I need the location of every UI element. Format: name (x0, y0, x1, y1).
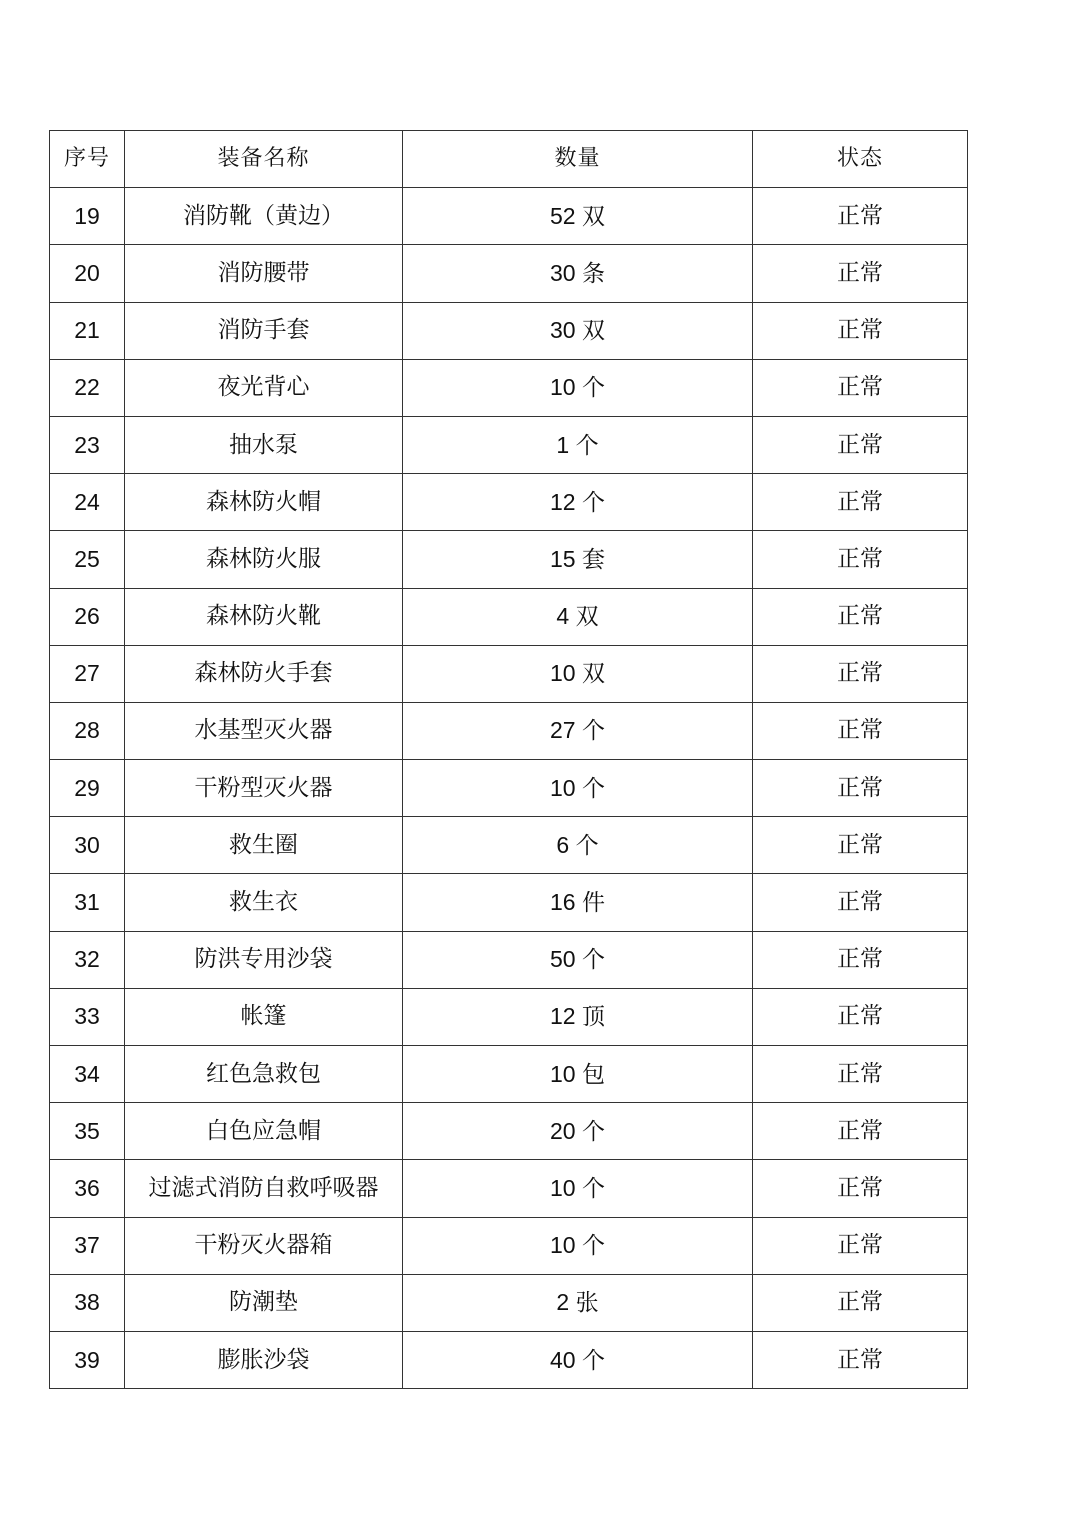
table-row (50, 1103, 968, 1160)
table-row (50, 817, 968, 874)
row-index-cell: 30 (50, 817, 125, 874)
quantity-cell: 10 个 (403, 1217, 753, 1274)
table-row (50, 760, 968, 817)
equipment-name-cell: 干粉型灭火器 (125, 760, 403, 817)
table-row (50, 1160, 968, 1217)
quantity-cell: 10 个 (403, 760, 753, 817)
row-index-cell: 28 (50, 702, 125, 759)
status-cell: 正常 (753, 1331, 968, 1388)
table-row (50, 302, 968, 359)
status-cell: 正常 (753, 760, 968, 817)
equipment-name-cell: 森林防火帽 (125, 474, 403, 531)
header-name: 装备名称 (125, 131, 403, 188)
quantity-cell: 6 个 (403, 817, 753, 874)
row-index-cell: 24 (50, 474, 125, 531)
equipment-name-cell: 膨胀沙袋 (125, 1331, 403, 1388)
equipment-name-cell: 抽水泵 (125, 416, 403, 473)
equipment-name-cell: 防洪专用沙袋 (125, 931, 403, 988)
status-cell: 正常 (753, 245, 968, 302)
quantity-cell: 30 条 (403, 245, 753, 302)
equipment-name-cell: 水基型灭火器 (125, 702, 403, 759)
header-index: 序号 (50, 131, 125, 188)
quantity-cell: 10 双 (403, 645, 753, 702)
status-cell: 正常 (753, 1103, 968, 1160)
equipment-name-cell: 消防靴（黄边） (125, 188, 403, 245)
row-index-cell: 37 (50, 1217, 125, 1274)
status-cell: 正常 (753, 359, 968, 416)
table-row (50, 531, 968, 588)
table-row (50, 645, 968, 702)
table-body (50, 188, 968, 1389)
equipment-name-cell: 防潮垫 (125, 1274, 403, 1331)
table-row (50, 1331, 968, 1388)
table-row (50, 874, 968, 931)
header-row (50, 131, 968, 188)
status-cell: 正常 (753, 302, 968, 359)
quantity-cell: 27 个 (403, 702, 753, 759)
quantity-cell: 10 包 (403, 1046, 753, 1103)
table-row (50, 416, 968, 473)
equipment-name-cell: 夜光背心 (125, 359, 403, 416)
status-cell: 正常 (753, 1217, 968, 1274)
table-row (50, 474, 968, 531)
table-row (50, 1274, 968, 1331)
row-index-cell: 31 (50, 874, 125, 931)
quantity-cell: 4 双 (403, 588, 753, 645)
status-cell: 正常 (753, 645, 968, 702)
status-cell: 正常 (753, 874, 968, 931)
header-quantity: 数量 (403, 131, 753, 188)
quantity-cell: 52 双 (403, 188, 753, 245)
row-index-cell: 33 (50, 988, 125, 1045)
table-row (50, 188, 968, 245)
quantity-cell: 10 个 (403, 359, 753, 416)
table-row (50, 702, 968, 759)
status-cell: 正常 (753, 817, 968, 874)
table-row (50, 988, 968, 1045)
equipment-name-cell: 救生衣 (125, 874, 403, 931)
row-index-cell: 21 (50, 302, 125, 359)
status-cell: 正常 (753, 531, 968, 588)
row-index-cell: 35 (50, 1103, 125, 1160)
equipment-name-cell: 森林防火服 (125, 531, 403, 588)
quantity-cell: 12 个 (403, 474, 753, 531)
equipment-table (49, 130, 968, 1389)
status-cell: 正常 (753, 988, 968, 1045)
equipment-name-cell: 救生圈 (125, 817, 403, 874)
equipment-name-cell: 红色急救包 (125, 1046, 403, 1103)
table-row (50, 931, 968, 988)
equipment-name-cell: 消防腰带 (125, 245, 403, 302)
equipment-name-cell: 森林防火手套 (125, 645, 403, 702)
quantity-cell: 10 个 (403, 1160, 753, 1217)
status-cell: 正常 (753, 931, 968, 988)
status-cell: 正常 (753, 1160, 968, 1217)
row-index-cell: 34 (50, 1046, 125, 1103)
status-cell: 正常 (753, 588, 968, 645)
equipment-name-cell: 森林防火靴 (125, 588, 403, 645)
row-index-cell: 26 (50, 588, 125, 645)
status-cell: 正常 (753, 1274, 968, 1331)
quantity-cell: 15 套 (403, 531, 753, 588)
row-index-cell: 25 (50, 531, 125, 588)
quantity-cell: 30 双 (403, 302, 753, 359)
quantity-cell: 16 件 (403, 874, 753, 931)
quantity-cell: 1 个 (403, 416, 753, 473)
row-index-cell: 19 (50, 188, 125, 245)
row-index-cell: 32 (50, 931, 125, 988)
table-row (50, 1217, 968, 1274)
status-cell: 正常 (753, 188, 968, 245)
table-row (50, 245, 968, 302)
equipment-name-cell: 消防手套 (125, 302, 403, 359)
table-row (50, 1046, 968, 1103)
equipment-name-cell: 白色应急帽 (125, 1103, 403, 1160)
quantity-cell: 50 个 (403, 931, 753, 988)
quantity-cell: 20 个 (403, 1103, 753, 1160)
table-row (50, 588, 968, 645)
row-index-cell: 27 (50, 645, 125, 702)
row-index-cell: 36 (50, 1160, 125, 1217)
table-row (50, 359, 968, 416)
status-cell: 正常 (753, 1046, 968, 1103)
row-index-cell: 22 (50, 359, 125, 416)
quantity-cell: 2 张 (403, 1274, 753, 1331)
table-header (50, 131, 968, 188)
row-index-cell: 23 (50, 416, 125, 473)
row-index-cell: 20 (50, 245, 125, 302)
equipment-name-cell: 干粉灭火器箱 (125, 1217, 403, 1274)
row-index-cell: 29 (50, 760, 125, 817)
status-cell: 正常 (753, 416, 968, 473)
quantity-cell: 40 个 (403, 1331, 753, 1388)
status-cell: 正常 (753, 474, 968, 531)
status-cell: 正常 (753, 702, 968, 759)
equipment-name-cell: 帐篷 (125, 988, 403, 1045)
equipment-name-cell: 过滤式消防自救呼吸器 (125, 1160, 403, 1217)
row-index-cell: 38 (50, 1274, 125, 1331)
header-status: 状态 (753, 131, 968, 188)
quantity-cell: 12 顶 (403, 988, 753, 1045)
row-index-cell: 39 (50, 1331, 125, 1388)
